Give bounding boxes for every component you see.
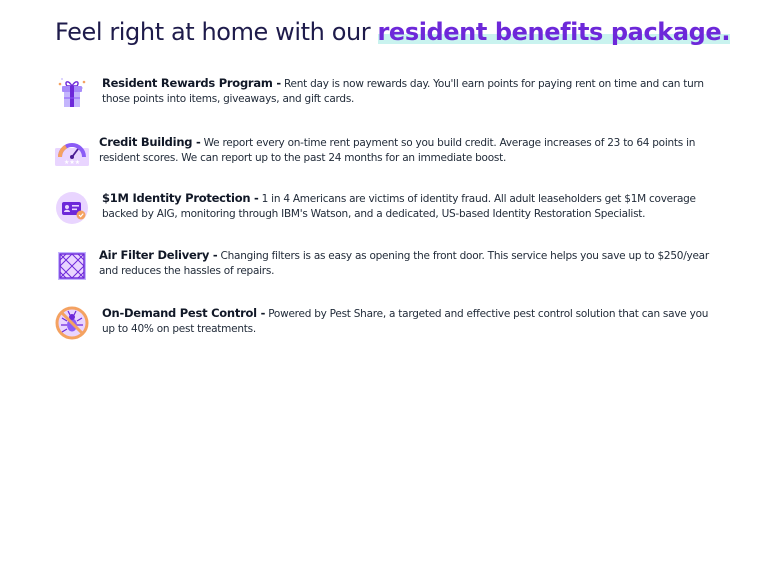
svg-text:★★★: ★★★ bbox=[64, 159, 81, 166]
benefit-description: Rent day is now rewards day. You'll earn points for paying rent on time and can turn those points into items, giveaways, and gift cards. bbox=[102, 78, 704, 105]
headline-accent: resident benefits package. bbox=[377, 18, 731, 46]
benefit-description: Powered by Pest Share, a targeted and effective pest control solution that can save you up to 40% on pest treatments. bbox=[102, 308, 709, 335]
benefit-title: On-Demand Pest Control - bbox=[102, 306, 266, 320]
credit-gauge-icon bbox=[55, 136, 89, 170]
headline-lead: Feel right at home with our bbox=[55, 18, 378, 46]
benefit-title: $1M Identity Protection - bbox=[102, 191, 259, 205]
no-pest-icon bbox=[55, 306, 89, 340]
benefit-text bbox=[99, 135, 723, 166]
benefit-title: Resident Rewards Program - bbox=[102, 76, 281, 90]
benefit-text bbox=[99, 248, 723, 279]
gift-icon bbox=[55, 76, 89, 110]
benefit-text bbox=[102, 191, 723, 222]
air-filter-icon bbox=[55, 249, 89, 283]
identity-protection-icon bbox=[55, 191, 89, 225]
benefit-text bbox=[102, 306, 723, 337]
benefit-description: We report every on-time rent payment so you build credit. Average increases of 23 to 64 points in resident scores. We can report up to the past 24 months for an immediate boost. bbox=[99, 137, 696, 164]
benefit-title: Credit Building - bbox=[99, 135, 201, 149]
benefit-description: 1 in 4 Americans are victims of identity fraud. All adult leaseholders get $1M coverage backed by AIG, monitoring through IBM's Watson, and a dedicated, US-based Identity Restoration Specialist. bbox=[102, 193, 696, 220]
page-headline bbox=[55, 18, 730, 46]
benefit-title: Air Filter Delivery - bbox=[99, 248, 218, 262]
benefit-description: Changing filters is as easy as opening the front door. This service helps you save up to $250/year and reduces the hassles of repairs. bbox=[99, 250, 709, 277]
benefit-text bbox=[102, 76, 723, 107]
